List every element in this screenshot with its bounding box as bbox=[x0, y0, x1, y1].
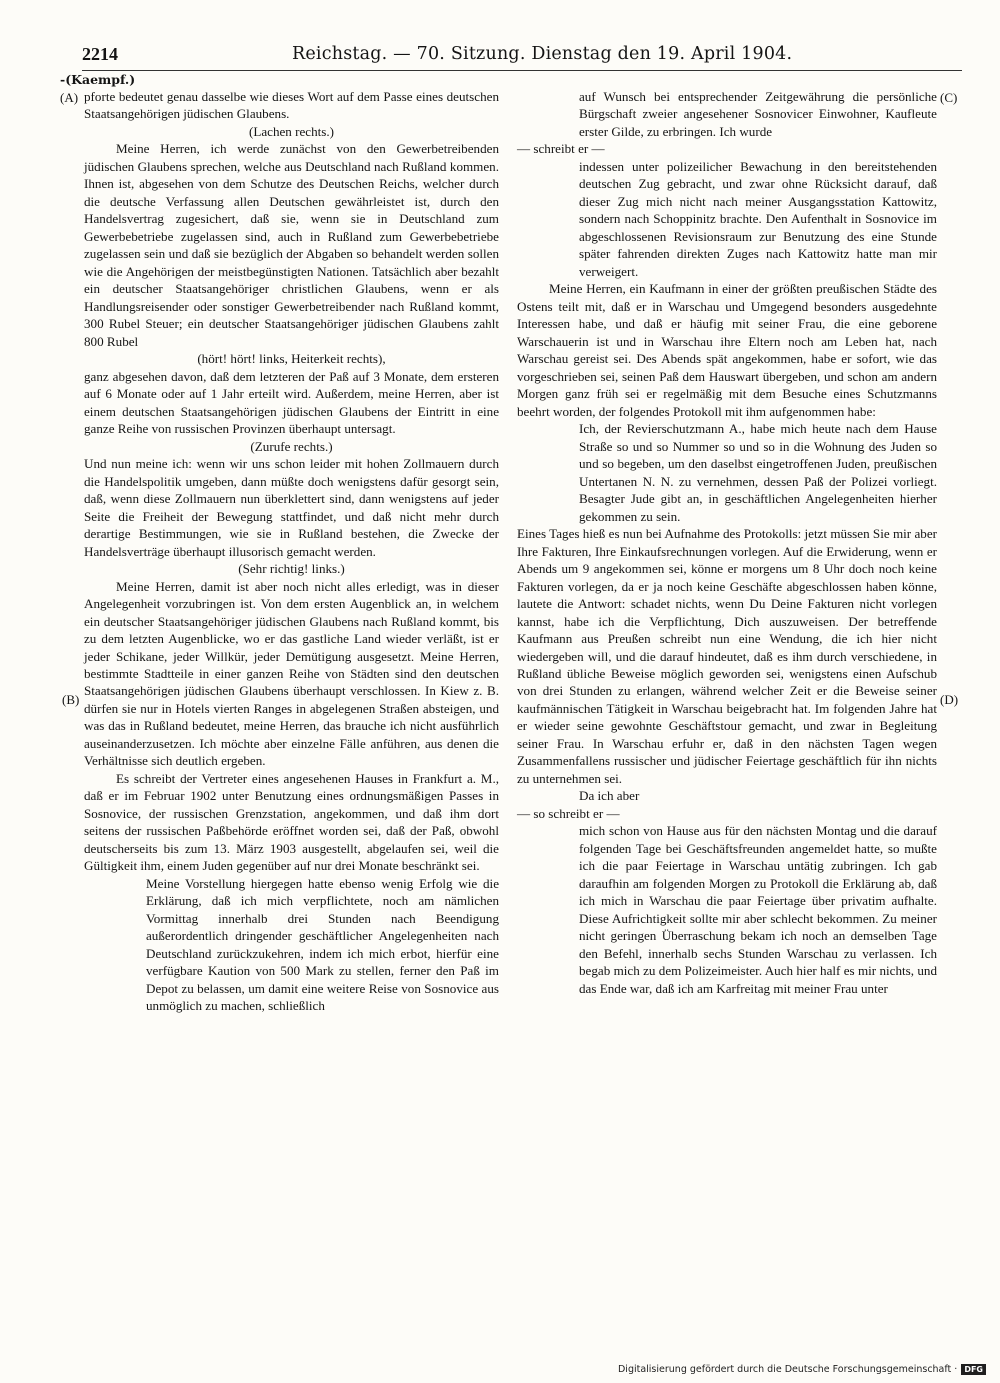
paragraph: Meine Herren, ein Kaufmann in einer der größten preußischen Städte des Ostens teilt mit, daß er in Warschau und Umgegend besonders ausgedehnte Interessen habe, und daß er häufig mit seiner Frau, die eine geborene Warschauerin ist und in Warschau ihre Eltern noch am Leben hat, nach Warschau gereist sei. Des Abends spät angekommen, habe er sofort, wie das vorgeschrieben sei, seinen Paß dem Hauswart übergeben, und schon am andern Morgen ganz früh sei er regelmäßig mit dem Besuche eines Schutzmanns beehrt worden, der folgendes Protokoll mit ihm aufgenommen habe: bbox=[517, 281, 937, 419]
paragraph: ganz abgesehen davon, daß dem letzteren der Paß auf 3 Monate, dem ersteren auf 6 Monate oder auf 1 Jahr erteilt wird. Außerdem, meine Herren, aber ist einem deutschen Staatsangehörigen jüdischen Glaubens der Eintritt in eine ganze Reihe von russischen Provinzen überhaupt untersagt. bbox=[84, 368, 499, 437]
footer-text: Digitalisierung gefördert durch die Deutsche Forschungsgemeinschaft · bbox=[617, 1364, 958, 1375]
paragraph: Es schreibt der Vertreter eines angesehenen Hauses in Frankfurt a. M., daß er im Februar 1902 unter Benutzung eines ordnungsmäßigen Passes in Sosnovice, der russischen Grenzstation, angekommen, und daß ihm dort seitens der russischen Paßbehörde eröffnet worden sei, daß der Paß, obwohl deutscherseits bis zum 13. März 1903 ausgestellt, abgelaufen sei, weil die Gültigkeit ihm, einem Juden gegenüber auf nur drei Monate beschränkt sei. bbox=[84, 770, 499, 874]
quoted-letter: Da ich aber bbox=[579, 788, 640, 804]
paragraph: pforte bedeutet genau dasselbe wie dieses Wort auf dem Passe eines deutschen Staatsangehörigen jüdischen Glaubens. bbox=[84, 89, 499, 122]
running-title: Reichstag. — 70. Sitzung. Dienstag den 19. April 1904. bbox=[292, 44, 793, 64]
paragraph: Meine Herren, ich werde zunächst von den Gewerbetreibenden jüdischen Glaubens sprechen, welche aus Deutschland nach Rußland kommen. Ihnen ist, abgesehen von dem Schutze des Deutschen Reichs, welcher durch die deutsche Verfassung allen Deutschen gewährleistet ist, durch den Handelsvertrag zugesichert, daß sie, wenn sie in Deutschland zum Gewerbebetriebe zugelassen sind, auch in Rußland zum Gewerbebetriebe zugelassen sein und daß sie bezüglich der Abgaben so behandelt werden sollen wie die Angehörigen der meistbegünstigten Nationen. Tatsächlich aber bezahlt ein deutscher Staatsangehöriger christlichen Glaubens, wenn er als Handlungsreisender oder sonstiger Gewerbetreibender nach Rußland kommt, 300 Rubel Steuer; ein deutscher Staatsangehöriger jüdischen Glaubens zahlt 800 Rubel bbox=[84, 141, 499, 349]
right-column bbox=[517, 88, 937, 997]
aside: — schreibt er — bbox=[517, 141, 605, 157]
header-rule bbox=[82, 70, 962, 71]
paragraph: Eines Tages hieß es nun bei Aufnahme des Protokolls: jetzt müssen Sie mir aber Ihre Fakturen, Ihre Einkaufsrechnungen vorlegen. Auf die Erwiderung, wenn er Abends um 9 angekommen sei, könne er morgens um 8 Uhr doch noch keine Fakturen vorlegen, da er ja noch keine Geschäfte abgeschlossen haben könne, lautete die Antwort: schadet nichts, wenn Du Deine Fakturen nicht vorlegen kannst, habe ich die Verpflichtung, Dich auszuweisen. Der betreffende Kaufmann aus Preußen schreibt nun eine Wendung, die ich hier nicht wiedergeben will, und die darauf hindeutet, daß es ihm durch verschiedene, in Rußland übliche Beweise möglich geworden sei, wenigstens einen Aufschub von drei Stunden zu erlangen, während welcher Zeit er die Beweise seiner kaufmännischen Tätigkeit in Warschau beigebracht hat. Im folgenden Jahre hat er wieder seine gewohnte Geschäftstour gemacht, und zwar in Begleitung seiner Frau. In Warschau erfuhr er, daß in den nächsten Tagen wegen Zusammenfallens russischer und jüdischer Feiertage geschäftlich für ihn nichts zu unternehmen sei. bbox=[517, 526, 937, 786]
quoted-letter: Meine Vorstellung hiergegen hatte ebenso wenig Erfolg wie die Erklärung, daß ich mich verpflichtete, noch am nämlichen Vormittag innerhalb drei Stunden nach Beendigung außerordentlich dringender geschäftlicher Angelegenheiten nach Deutschland zurückzukehren, indem ich mich erbot, hierfür eine verfügbare Kaution von 500 Mark zu stellen, ferner den Paß im Depot zu belassen, um damit eine weitere Reise von Sosnovice aus unmöglich zu machen, schließlich bbox=[146, 875, 499, 1014]
interjection: (Sehr richtig! links.) bbox=[238, 561, 345, 577]
interjection: (hört! hört! links, Heiterkeit rechts), bbox=[197, 351, 386, 367]
interjection: (Lachen rechts.) bbox=[248, 123, 335, 139]
left-column bbox=[84, 88, 499, 1015]
quoted-protocol: Ich, der Revierschutzmann A., habe mich heute nach dem Hause Straße so und so Nummer so und so in die Wohnung des Juden so und so begeben, um den daselbst eingetroffenen Juden, preußischen Untertanen N. N. zu vernehmen, dessen Paß der Polizei vorliegt. Besagter Jude gibt an, in geschäftlichen Angelegenheiten hierher gekommen zu sein. bbox=[579, 421, 937, 524]
page-header bbox=[82, 44, 962, 70]
interjection: (Zurufe rechts.) bbox=[250, 438, 333, 454]
page-number: 2214 bbox=[82, 44, 118, 64]
quoted-letter: mich schon von Hause aus für den nächsten Montag und die darauf folgenden Tage bei Geschäftsfreunden angemeldet hatte, so mußte ich die paar Feiertage in Warschau untätig zubringen. Ich gab daraufhin am folgenden Morgen zu Protokoll die Erklärung ab, daß ich mich in Warschau die paar Feiertage über privatim aufhalte. Diese Aufrichtigkeit sollte mir aber schlecht bekommen. Zu meiner nicht geringen Überraschung bekam ich noch an demselben Tage den Befehl, innerhalb sechs Stunden Warschau zu verlassen. Ich begab mich zu dem Polizeimeister. Auch hier half es mir nichts, und das Ende war, daß ich am Karfreitag mit meiner Frau unter bbox=[579, 823, 937, 996]
margin-mark-d: (D) bbox=[940, 692, 959, 707]
margin-mark-c: (C) bbox=[940, 90, 958, 105]
paragraph: Und nun meine ich: wenn wir uns schon leider mit hohen Zollmauern durch die Handelspolitik umgeben, dann müßte doch wenigstens dafür gesorgt sein, daß, wenn diese Zollmauern nun überklettert sind, dann wenigstens auf jeder Seite die Freiheit der Bewegung stattfindet, und daß nicht mehr durch derartige Bestimmungen, wie sie in Rußland bestehen, die Zwecke der Handelsverträge überhaupt illusorisch gemacht werden. bbox=[84, 456, 499, 559]
margin-mark-a: (A) bbox=[60, 90, 79, 105]
margin-mark-b: (B) bbox=[62, 692, 80, 707]
footer bbox=[618, 1364, 986, 1375]
paragraph: Meine Herren, damit ist aber noch nicht alles erledigt, was in dieser Angelegenheit vorzubringen ist. Von dem ersten Augenblick an, in welchem ein deutscher Staatsangehöriger jüdischen Glaubens nach Rußland kommt, bis zu dem letzten Augenblicke, wo er das gastliche Land wieder verläßt, ist er jeder Schikane, jeder Willkür, jeder Demütigung ausgesetzt. Meine Herren, bestimmte Stadtteile in einer ganzen Reihe von Städten sind den deutschen Staatsangehörigen jüdischen Glaubens überhaupt verschlossen. In Kiew z. B. dürfen sie nur in Hotels vierten Ranges in abgelegenen Straßen absteigen, und was das in Rußland bedeutet, meine Herren, das brauche ich nicht ausführlich auseinanderzusetzen. Ich möchte aber einzelne Fälle anführen, aus denen die Verhältnisse sich deutlich ergeben. bbox=[84, 578, 499, 769]
speaker-name: -(Kaempf.) bbox=[60, 72, 136, 87]
quoted-letter: indessen unter polizeilicher Bewachung in den bereitstehenden deutschen Zug gebracht, und zwar ohne Rücksicht darauf, daß dieser Zug mich nicht nach meiner Ausgangsstation Kattowitz, sondern nach Schoppinitz brachte. Den Aufenthalt in Sosnovice im abgeschlossenen Revisionsraum zur Benutzung des eine Stunde später fahrenden direkten Zuges nach Kattowitz hatte man mir verweigert. bbox=[579, 158, 937, 279]
aside: — so schreibt er — bbox=[517, 805, 620, 821]
dfg-logo: DFG bbox=[961, 1364, 986, 1375]
quoted-letter: auf Wunsch bei entsprechender Zeitgewährung die persönliche Bürgschaft zweier angesehener Sosnovicer Einwohner, Kaufleute erster Gilde, zu erbringen. Ich wurde bbox=[579, 89, 937, 139]
